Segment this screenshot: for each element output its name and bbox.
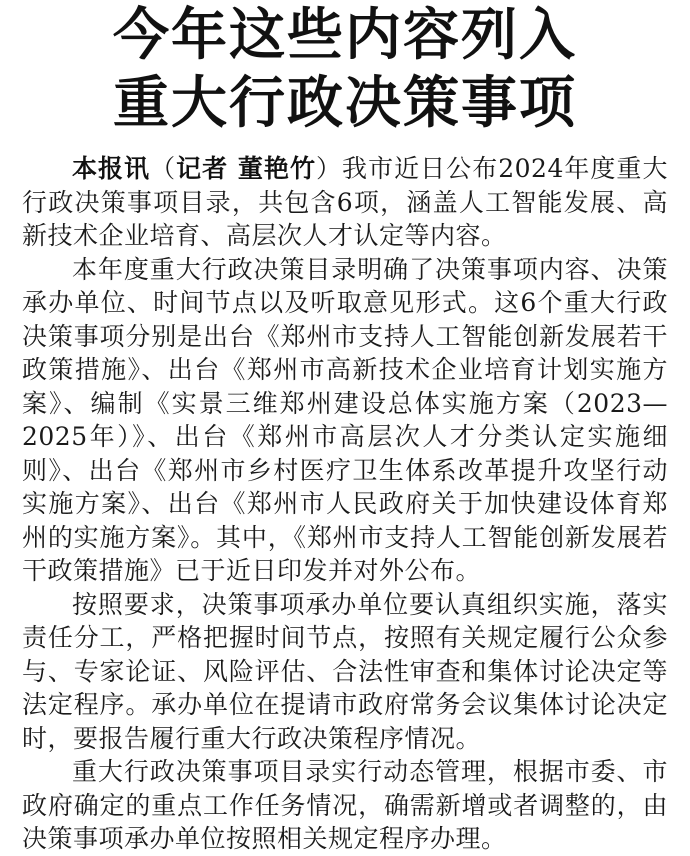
headline-line-1: 今年这些内容列入	[113, 3, 577, 68]
byline: 记者 董艳竹	[176, 154, 317, 183]
lead-paragraph	[22, 152, 668, 253]
body-paragraph-1: 本年度重大行政决策目录明确了决策事项内容、决策承办单位、时间节点以及听取意见形式。这6个重大行政决策事项分别是出台《郑州市支持人工智能创新发展若干政策措施》、出台《郑州市高新技术企业培育计划实施方案》、编制《实景三维郑州建设总体实施方案（2023—2025年）》、出台《郑州市高层次人才分类认定实施细则》、出台《郑州市乡村医疗卫生体系改革提升攻坚行动实施方案》、出台《郑州市人民政府关于加快建设体育郑州的实施方案》。其中，《郑州市支持人工智能创新发展若干政策措施》已于近日印发并对外公布。	[22, 254, 668, 585]
body-paragraph-3: 重大行政决策事项目录实行动态管理，根据市委、市政府确定的重点工作任务情况，确需新增或者调整的，由决策事项承办单位按照相关规定程序办理。	[22, 757, 668, 853]
lead-tag: 本报讯	[72, 154, 151, 183]
byline-close-paren: ）	[316, 154, 343, 183]
byline-open-paren: （	[150, 154, 177, 183]
body-paragraph-2: 按照要求，决策事项承办单位要认真组织实施，落实责任分工，严格把握时间节点，按照有关规定履行公众参与、专家论证、风险评估、合法性审查和集体讨论决定等法定程序。承办单位在提请市政府常务会议集体讨论决定时，要报告履行重大行政决策程序情况。	[22, 589, 668, 753]
article-header	[0, 0, 690, 138]
headline	[0, 0, 690, 138]
lead-text: 我市近日公布2024年度重大行政决策事项目录，共包含6项，涵盖人工智能发展、高新技术企业培育、高层次人才认定等内容。	[22, 154, 668, 250]
article-body	[22, 152, 668, 856]
headline-line-2: 重大行政决策事项	[113, 71, 577, 136]
